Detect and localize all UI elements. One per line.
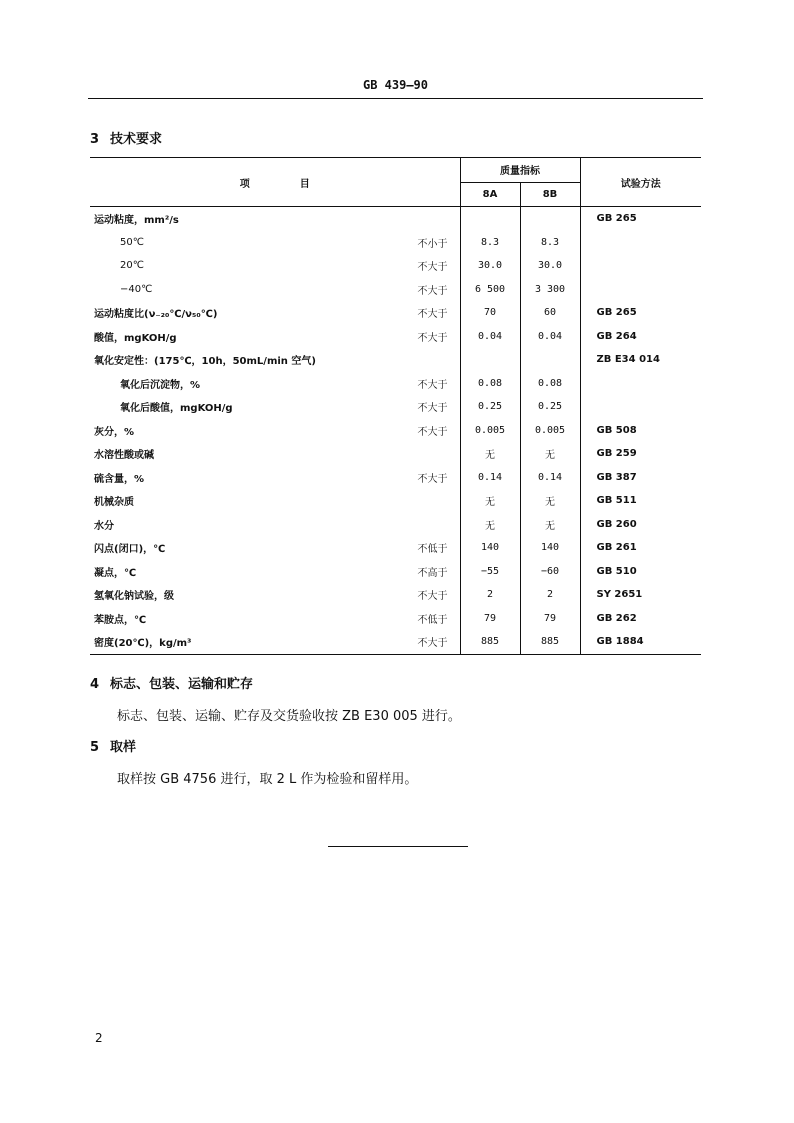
section-5-number: 5 <box>90 740 100 755</box>
row-method: GB 259 <box>580 442 701 466</box>
table-row <box>90 442 701 466</box>
row-value-8a: 140 <box>460 536 520 560</box>
row-value-8a: 无 <box>460 442 520 466</box>
row-value-8b: 885 <box>520 630 580 654</box>
section-5-heading <box>90 736 136 755</box>
document-code-header: GB 439—90 <box>362 78 429 92</box>
row-value-8a: 6 500 <box>460 278 520 302</box>
row-value-8b: 无 <box>520 513 580 537</box>
row-method: GB 260 <box>580 513 701 537</box>
row-value-8a <box>460 348 520 372</box>
row-item: 20℃ <box>120 260 144 272</box>
row-value-8b <box>520 207 580 231</box>
row-value-8b <box>520 348 580 372</box>
table-row <box>90 231 701 255</box>
table-row <box>90 536 701 560</box>
row-limit: 不大于 <box>417 285 448 297</box>
row-value-8a: 70 <box>460 301 520 325</box>
row-method: GB 511 <box>580 489 701 513</box>
row-value-8a: 885 <box>460 630 520 654</box>
row-value-8b: 140 <box>520 536 580 560</box>
row-value-8a <box>460 207 520 231</box>
row-value-8b: 2 <box>520 583 580 607</box>
row-value-8b: 79 <box>520 607 580 631</box>
row-limit: 不大于 <box>417 309 448 321</box>
table-row <box>90 254 701 278</box>
section-4-title: 标志、包装、运输和贮存 <box>110 677 254 692</box>
table-row <box>90 513 701 537</box>
row-value-8a: 8.3 <box>460 231 520 255</box>
table-row <box>90 207 701 231</box>
table-row <box>90 583 701 607</box>
row-limit: 不大于 <box>417 403 448 415</box>
header-grade-8a: 8A <box>460 182 520 207</box>
row-value-8a: 2 <box>460 583 520 607</box>
row-limit <box>375 513 460 537</box>
row-method: GB 264 <box>580 325 701 349</box>
row-item: 苯胺点，℃ <box>94 614 147 626</box>
row-value-8a: 79 <box>460 607 520 631</box>
row-method: GB 510 <box>580 560 701 584</box>
row-value-8b: 0.005 <box>520 419 580 443</box>
row-item: 氧化后沉淀物，% <box>120 379 201 391</box>
row-method: GB 387 <box>580 466 701 490</box>
row-value-8b: 60 <box>520 301 580 325</box>
row-value-8b: −60 <box>520 560 580 584</box>
row-limit <box>375 348 460 372</box>
row-method: GB 262 <box>580 607 701 631</box>
row-method: GB 508 <box>580 419 701 443</box>
row-value-8b: 3 300 <box>520 278 580 302</box>
end-of-document-rule <box>328 846 468 847</box>
row-limit: 不低于 <box>417 544 448 556</box>
row-method: GB 265 <box>580 207 701 231</box>
table-row <box>90 607 701 631</box>
row-limit <box>375 489 460 513</box>
header-grade-8b: 8B <box>520 182 580 207</box>
row-limit: 不大于 <box>417 473 448 485</box>
row-method <box>580 231 701 255</box>
table-row <box>90 489 701 513</box>
row-item: 氧化安定性：(175℃，10h，50mL/min 空气) <box>94 356 316 368</box>
row-item: 机械杂质 <box>94 497 134 509</box>
row-value-8b: 0.14 <box>520 466 580 490</box>
row-item: 50℃ <box>120 236 144 248</box>
section-4-heading <box>90 673 253 692</box>
row-value-8b: 0.04 <box>520 325 580 349</box>
row-value-8a: 0.25 <box>460 395 520 419</box>
row-value-8b: 0.25 <box>520 395 580 419</box>
section-5-text: 取样按 GB 4756 进行，取 2 L 作为检验和留样用。 <box>117 772 418 787</box>
table-row <box>90 630 701 654</box>
row-value-8a: 0.005 <box>460 419 520 443</box>
row-item: 密度(20℃)，kg/m³ <box>90 630 375 654</box>
row-limit: 不高于 <box>417 567 448 579</box>
row-method: GB 261 <box>580 536 701 560</box>
row-limit: 不小于 <box>417 238 448 250</box>
row-limit: 不大于 <box>417 262 448 274</box>
header-item: 项 目 <box>90 158 460 207</box>
row-value-8a: 0.04 <box>460 325 520 349</box>
section-4-number: 4 <box>90 677 100 692</box>
technical-requirements-table <box>90 157 701 655</box>
section-5-title: 取样 <box>110 740 137 755</box>
row-method: GB 1884 <box>580 630 701 654</box>
row-item: 灰分，% <box>94 426 135 438</box>
row-value-8b: 无 <box>520 442 580 466</box>
row-item: 运动粘度，mm²/s <box>94 215 179 227</box>
section-3-title: 技术要求 <box>110 132 163 147</box>
row-method <box>580 372 701 396</box>
table-row <box>90 560 701 584</box>
row-method: ZB E34 014 <box>580 348 701 372</box>
page-number: 2 <box>95 1031 103 1045</box>
section-3-number: 3 <box>90 132 100 147</box>
header-test-method: 试验方法 <box>580 158 701 207</box>
row-value-8b: 30.0 <box>520 254 580 278</box>
row-value-8a: 30.0 <box>460 254 520 278</box>
row-value-8b: 无 <box>520 489 580 513</box>
row-limit <box>375 442 460 466</box>
row-item: 水溶性酸或碱 <box>94 450 154 462</box>
row-limit: 不大于 <box>417 426 448 438</box>
row-item: 水分 <box>94 520 114 532</box>
row-item: 硫含量，% <box>94 473 145 485</box>
table-row <box>90 278 701 302</box>
row-value-8a: 0.08 <box>460 372 520 396</box>
section-3-heading <box>90 128 162 147</box>
row-item: 运动粘度比(ν₋₂₀℃/ν₅₀℃) <box>94 309 218 321</box>
table-row <box>90 325 701 349</box>
row-limit: 不大于 <box>417 591 448 603</box>
row-limit: 不低于 <box>417 614 448 626</box>
row-method <box>580 395 701 419</box>
table-row <box>90 395 701 419</box>
row-value-8a: 无 <box>460 489 520 513</box>
row-method <box>580 278 701 302</box>
row-item: 酸值，mgKOH/g <box>94 332 177 344</box>
row-item: 凝点，℃ <box>94 567 137 579</box>
row-item: 氧化后酸值，mgKOH/g <box>120 403 233 415</box>
row-item: 氢氧化钠试验，级 <box>94 591 174 603</box>
table-row <box>90 372 701 396</box>
header-rule <box>88 98 703 99</box>
table-row <box>90 466 701 490</box>
row-item: −40℃ <box>120 283 153 295</box>
row-method: GB 265 <box>580 301 701 325</box>
row-value-8a: 无 <box>460 513 520 537</box>
row-item: 闪点(闭口)，℃ <box>94 544 166 556</box>
row-limit: 不大于 <box>375 630 460 654</box>
table-row <box>90 419 701 443</box>
table-row <box>90 301 701 325</box>
row-value-8a: 0.14 <box>460 466 520 490</box>
row-value-8b: 0.08 <box>520 372 580 396</box>
row-value-8a: −55 <box>460 560 520 584</box>
row-method: SY 2651 <box>580 583 701 607</box>
table-row <box>90 348 701 372</box>
row-value-8b: 8.3 <box>520 231 580 255</box>
row-limit <box>375 207 460 231</box>
section-4-text: 标志、包装、运输、贮存及交货验收按 ZB E30 005 进行。 <box>117 709 461 724</box>
row-method <box>580 254 701 278</box>
row-limit: 不大于 <box>417 379 448 391</box>
row-limit: 不大于 <box>417 332 448 344</box>
header-quality-index: 质量指标 <box>460 158 580 183</box>
